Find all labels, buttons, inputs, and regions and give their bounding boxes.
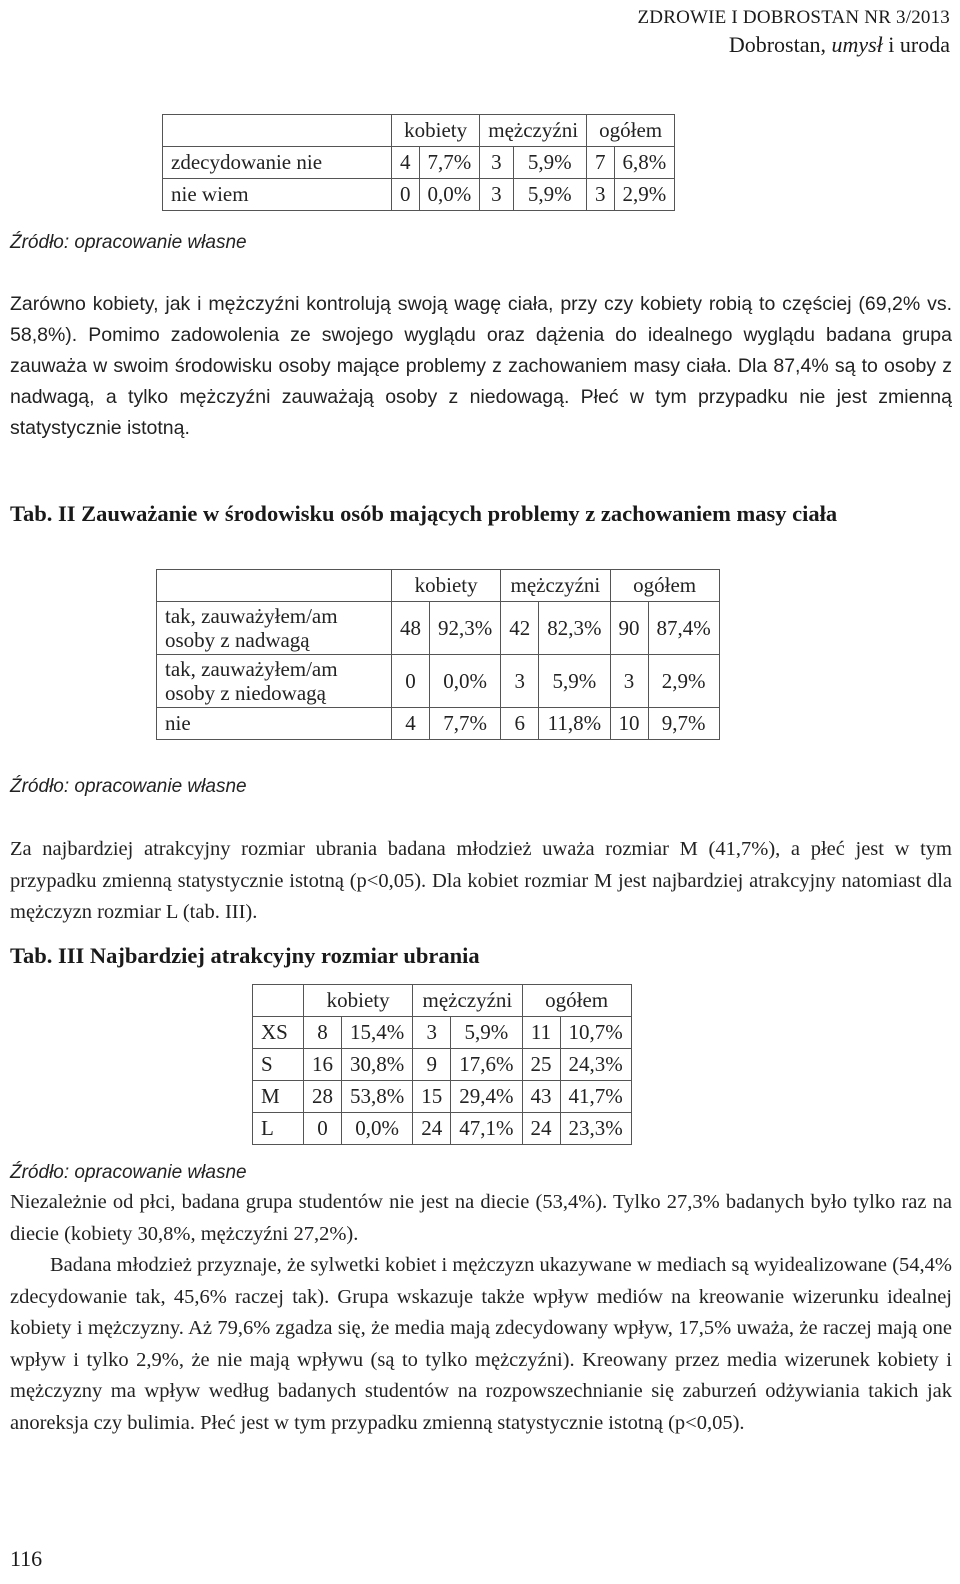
page-number: 116 bbox=[10, 1546, 43, 1571]
row-label: tak, zauważyłem/am osoby z nadwagą bbox=[157, 602, 392, 655]
row-label: nie wiem bbox=[163, 179, 392, 211]
table-header-row bbox=[253, 985, 632, 1017]
table-row: zdecydowanie nie 4 7,7% 3 5,9% 7 6,8% bbox=[163, 147, 675, 179]
table-row: nie 4 7,7% 6 11,8% 10 9,7% bbox=[157, 708, 720, 740]
table-row: tak, zauważyłem/am osoby z niedowagą 0 0,0% 3 5,9% 3 2,9% bbox=[157, 655, 720, 708]
journal-title: ZDROWIE I DOBROSTAN NR 3/2013 bbox=[637, 7, 950, 28]
row-label: L bbox=[253, 1113, 304, 1145]
table-row: L 0 0,0% 24 47,1% 24 23,3% bbox=[253, 1113, 632, 1145]
paragraph-2: Za najbardziej atrakcyjny rozmiar ubrania badana młodzież uważa rozmiar M (41,7%), a płeć jest w tym przypadku zmienną statystycznie istotną (p<0,05). Dla kobiet rozmiar M jest najbardziej atrakcyjny natomiast dla mężczyzn rozmiar L (tab. III). bbox=[10, 838, 952, 923]
table-1-source: Źródło: opracowanie własne bbox=[10, 232, 247, 253]
table-row: S 16 30,8% 9 17,6% 25 24,3% bbox=[253, 1049, 632, 1081]
row-label: M bbox=[253, 1081, 304, 1113]
table-1 bbox=[162, 114, 675, 211]
column-header: ogółem bbox=[587, 115, 675, 147]
row-label: S bbox=[253, 1049, 304, 1081]
column-header: mężczyźni bbox=[501, 570, 610, 602]
table-header-row bbox=[157, 570, 720, 602]
paragraph-3: Niezależnie od płci, badana grupa studentów nie jest na diecie (53,4%). Tylko 27,3% badanych było tylko raz na diecie (kobiety 30,8%, mężczyźni 27,2%). bbox=[10, 1191, 952, 1245]
table-2 bbox=[156, 569, 720, 740]
table-row: M 28 53,8% 15 29,4% 43 41,7% bbox=[253, 1081, 632, 1113]
paragraph-4: Badana młodzież przyznaje, że sylwetki kobiet i mężczyzn ukazywane w mediach są wyidealizowane (54,4% zdecydowanie tak, 45,6% raczej tak). Grupa wskazuje także wpływ mediów na kreowanie wizerunku idealnej kobiety i mężczyzny. Aż 79,6% zgadza się, że media mają zdecydowany wpływ, 17,5% uważa, że raczej mają one wpływ i tylko 2,9%, że nie mają wpływu (są to tylko mężczyźni). Kreowany przez media wizerunek kobiety i mężczyzny ma wpływ według badanych studentów na rozpowszechnianie się zaburzeń odżywiania takich jak anoreksja czy bulimia. Płeć jest w tym przypadku zmienną statystycznie istotną (p<0,05). bbox=[10, 1254, 952, 1434]
row-label: nie bbox=[157, 708, 392, 740]
column-header: ogółem bbox=[610, 570, 719, 602]
paragraph-1: Zarówno kobiety, jak i mężczyźni kontrolują swoją wagę ciała, przy czy kobiety robią to częściej (69,2% vs. 58,8%). Pomimo zadowolenia ze swojego wyglądu oraz dążenia do idealnego wyglądu badana grupa zauważa w swoim środowisku osoby mające problemy z zachowaniem masy ciała. Dla 87,4% są to osoby z nadwagą, a tylko mężczyźni zauważają osoby z niedowagą. Płeć w tym przypadku nie jest zmienną statystycznie istotną. bbox=[10, 293, 952, 439]
running-header bbox=[638, 6, 951, 60]
column-header: ogółem bbox=[522, 985, 631, 1017]
column-header: mężczyźni bbox=[413, 985, 522, 1017]
row-label: zdecydowanie nie bbox=[163, 147, 392, 179]
row-label: XS bbox=[253, 1017, 304, 1049]
table-2-source: Źródło: opracowanie własne bbox=[10, 776, 247, 797]
table-header-row bbox=[163, 115, 675, 147]
table-3-source: Źródło: opracowanie własne bbox=[10, 1162, 247, 1183]
table-row: tak, zauważyłem/am osoby z nadwagą 48 92,3% 42 82,3% 90 87,4% bbox=[157, 602, 720, 655]
table-row: nie wiem 0 0,0% 3 5,9% 3 2,9% bbox=[163, 179, 675, 211]
table-2-title: Tab. II Zauważanie w środowisku osób mających problemy z zachowaniem masy ciała bbox=[10, 501, 838, 526]
column-header: kobiety bbox=[304, 985, 413, 1017]
column-header: mężczyźni bbox=[480, 115, 587, 147]
section-title: Dobrostan, umysł i uroda bbox=[728, 32, 950, 57]
row-label: tak, zauważyłem/am osoby z niedowagą bbox=[157, 655, 392, 708]
table-row: XS 8 15,4% 3 5,9% 11 10,7% bbox=[253, 1017, 632, 1049]
table-3 bbox=[252, 984, 632, 1145]
column-header: kobiety bbox=[392, 570, 501, 602]
table-3-title: Tab. III Najbardziej atrakcyjny rozmiar ubrania bbox=[10, 943, 480, 968]
column-header: kobiety bbox=[392, 115, 480, 147]
